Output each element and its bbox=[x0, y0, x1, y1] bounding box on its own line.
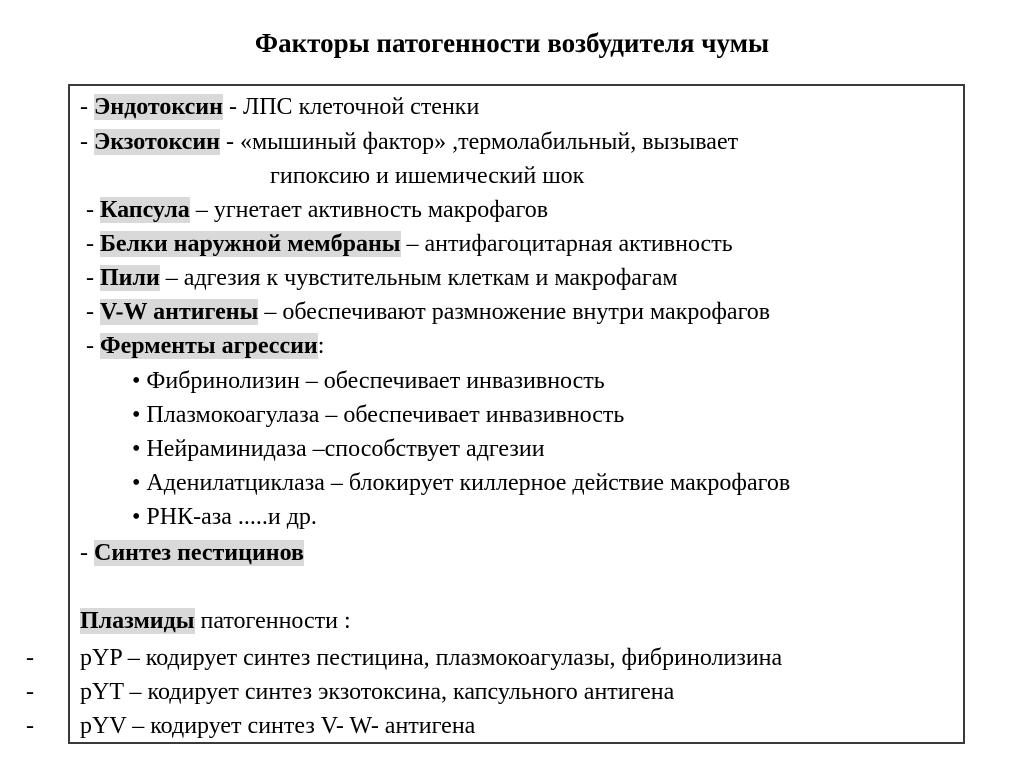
enzyme-item: • Нейраминидаза –способствует адгезии bbox=[132, 436, 545, 462]
enzyme-item: • Плазмокоагулаза – обеспечивает инвазивность bbox=[132, 402, 625, 428]
factor-term: Пили bbox=[100, 265, 160, 291]
factor-term: Синтез пестицинов bbox=[94, 540, 304, 566]
plasmid-dash: - bbox=[26, 713, 34, 739]
factor-term: Эндотоксин bbox=[94, 94, 223, 120]
bullet-icon: • bbox=[132, 436, 141, 462]
bullet-icon: • bbox=[132, 470, 141, 496]
plasmids-heading: Плазмиды патогенности : bbox=[80, 608, 351, 634]
factor-term: Белки наружной мембраны bbox=[100, 231, 401, 257]
factor-exotoxin-continuation: гипоксию и ишемический шок bbox=[270, 163, 585, 189]
factor-term: Экзотоксин bbox=[94, 129, 220, 155]
enzyme-item: • РНК-аза .....и др. bbox=[132, 504, 317, 530]
bullet-icon: • bbox=[132, 368, 141, 394]
factor-pili: - Пили – адгезия к чувстительным клеткам и макрофагам bbox=[86, 265, 678, 291]
factor-endotoxin: - Эндотоксин - ЛПС клеточной стенки bbox=[80, 94, 480, 120]
factor-outer-membrane-proteins: - Белки наружной мембраны – антифагоцитарная активность bbox=[86, 231, 733, 257]
factor-term: Капсула bbox=[100, 197, 190, 223]
plasmid-dash: - bbox=[26, 645, 34, 671]
factor-term: V-W антигены bbox=[100, 299, 259, 325]
factor-capsule: - Капсула – угнетает активность макрофагов bbox=[86, 197, 549, 223]
factor-aggression-enzymes: - Ферменты агрессии: bbox=[86, 333, 325, 359]
factor-term: Ферменты агрессии bbox=[100, 333, 318, 359]
enzyme-item: • Фибринолизин – обеспечивает инвазивность bbox=[132, 368, 605, 394]
factor-vw-antigens: - V-W антигены – обеспечивают размножение внутри макрофагов bbox=[86, 299, 771, 325]
bullet-icon: • bbox=[132, 402, 141, 428]
plasmid-item: pYP – кодирует синтез пестицина, плазмокоагулазы, фибринолизина bbox=[80, 645, 783, 671]
plasmid-item: pYT – кодирует синтез экзотоксина, капсульного антигена bbox=[80, 679, 675, 705]
factor-pesticin-synthesis: - Синтез пестицинов bbox=[80, 540, 304, 566]
factor-exotoxin: - Экзотоксин - «мышиный фактор» ,термолабильный, вызывает bbox=[80, 129, 739, 155]
enzyme-item: • Аденилатциклаза – блокирует киллерное действие макрофагов bbox=[132, 470, 791, 496]
plasmid-dash: - bbox=[26, 679, 34, 705]
plasmids-term: Плазмиды bbox=[80, 608, 195, 634]
plasmid-item: pYV – кодирует синтез V- W- антигена bbox=[80, 713, 476, 739]
bullet-icon: • bbox=[132, 504, 141, 530]
page-title: Факторы патогенности возбудителя чумы bbox=[254, 28, 770, 58]
